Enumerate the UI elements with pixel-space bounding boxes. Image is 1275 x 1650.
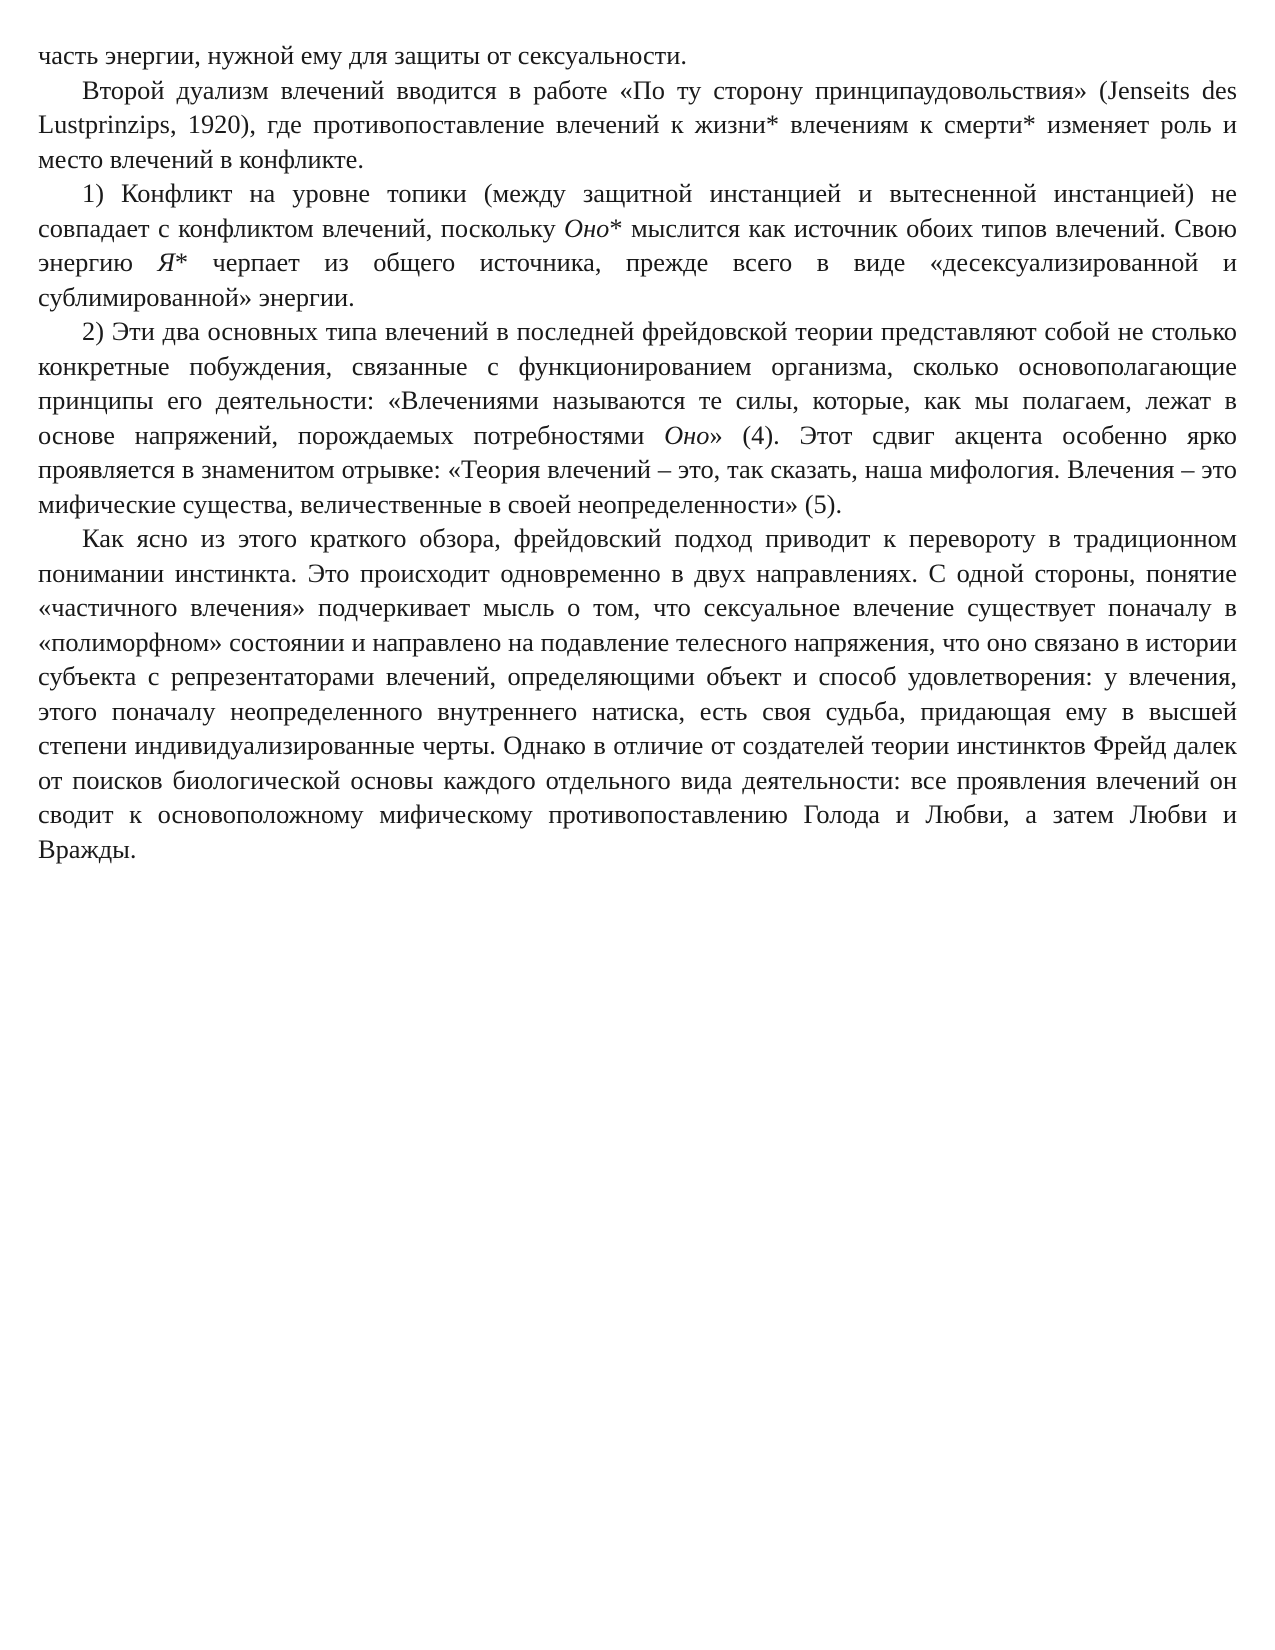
text-segment: * черпает из общего источника, прежде всего в виде «десексуализированной и сублимированной» энергии.: [38, 247, 1238, 312]
paragraph-continuation: [38, 38, 1237, 73]
paragraph-second-dualism: [38, 73, 1237, 177]
text-segment: Как ясно из этого краткого обзора, фрейдовский подход приводит к перевороту в традиционном понимании инстинкта. Это происходит одновременно в двух направлениях. С одной стороны, понятие «частичного влечения» подчеркивает мысль о том, что сексуальное влечение существует поначалу в «полиморфном» состоянии и направлено на подавление телесного напряжения, что оно связано в истории субъекта с репрезентаторами влечений, определяющими объект и способ удовлетворения: у влечения, этого поначалу неопределенного внутреннего натиска, есть своя судьба, придающая ему в высшей степени индивидуализированные черты. Однако в отличие от создателей теории инстинктов Фрейд далек от поисков биологической основы каждого отдельного вида деятельности: все проявления влечений он сводит к основоположному мифическому противопоставлению Голода и Любви, а затем Любви и Вражды.: [38, 523, 1237, 864]
text-segment: * мыслится как источник обоих типов влечений. Свою энергию: [38, 212, 1237, 277]
paragraph-conclusion: [38, 521, 1237, 866]
text-segment: часть энергии, нужной ему для защиты от сексуальности.: [38, 40, 687, 70]
paragraph-point-1: [38, 176, 1237, 314]
italic-term-ya: Я: [157, 247, 175, 277]
italic-term-ono: Оно: [564, 212, 610, 243]
document-page: [38, 38, 1237, 866]
paragraph-point-2: [38, 314, 1237, 521]
italic-term-ono: Оно: [664, 419, 710, 450]
text-segment: 1) Конфликт на уровне топики (между защитной инстанцией и вытесненной инстанцией) не совпадает с конфликтом влечений, поскольку: [38, 178, 1237, 243]
text-segment: 2) Эти два основных типа влечений в последней фрейдовской теории представляют собой не столько конкретные побуждения, связанные с функционированием организма, сколько основополагающие принципы его деятельности: «Влечениями называются те силы, которые, как мы полагаем, лежат в основе напряжений, порождаемых потребностями: [38, 316, 1237, 450]
text-segment: Второй дуализм влечений вводится в работе «По ту сторону принципаудовольствия» (Jenseits des Lustprinzips, 1920), где противопоставление влечений к жизни* влечениям к смерти* изменяет роль и место влечений в конфликте.: [38, 74, 1237, 174]
text-segment: » (4). Этот сдвиг акцента особенно ярко проявляется в знаменитом отрывке: «Теория влечений – это, так сказать, наша мифология. Влечения – это мифические существа, величественные в своей неопределенности» (5).: [38, 419, 1237, 519]
